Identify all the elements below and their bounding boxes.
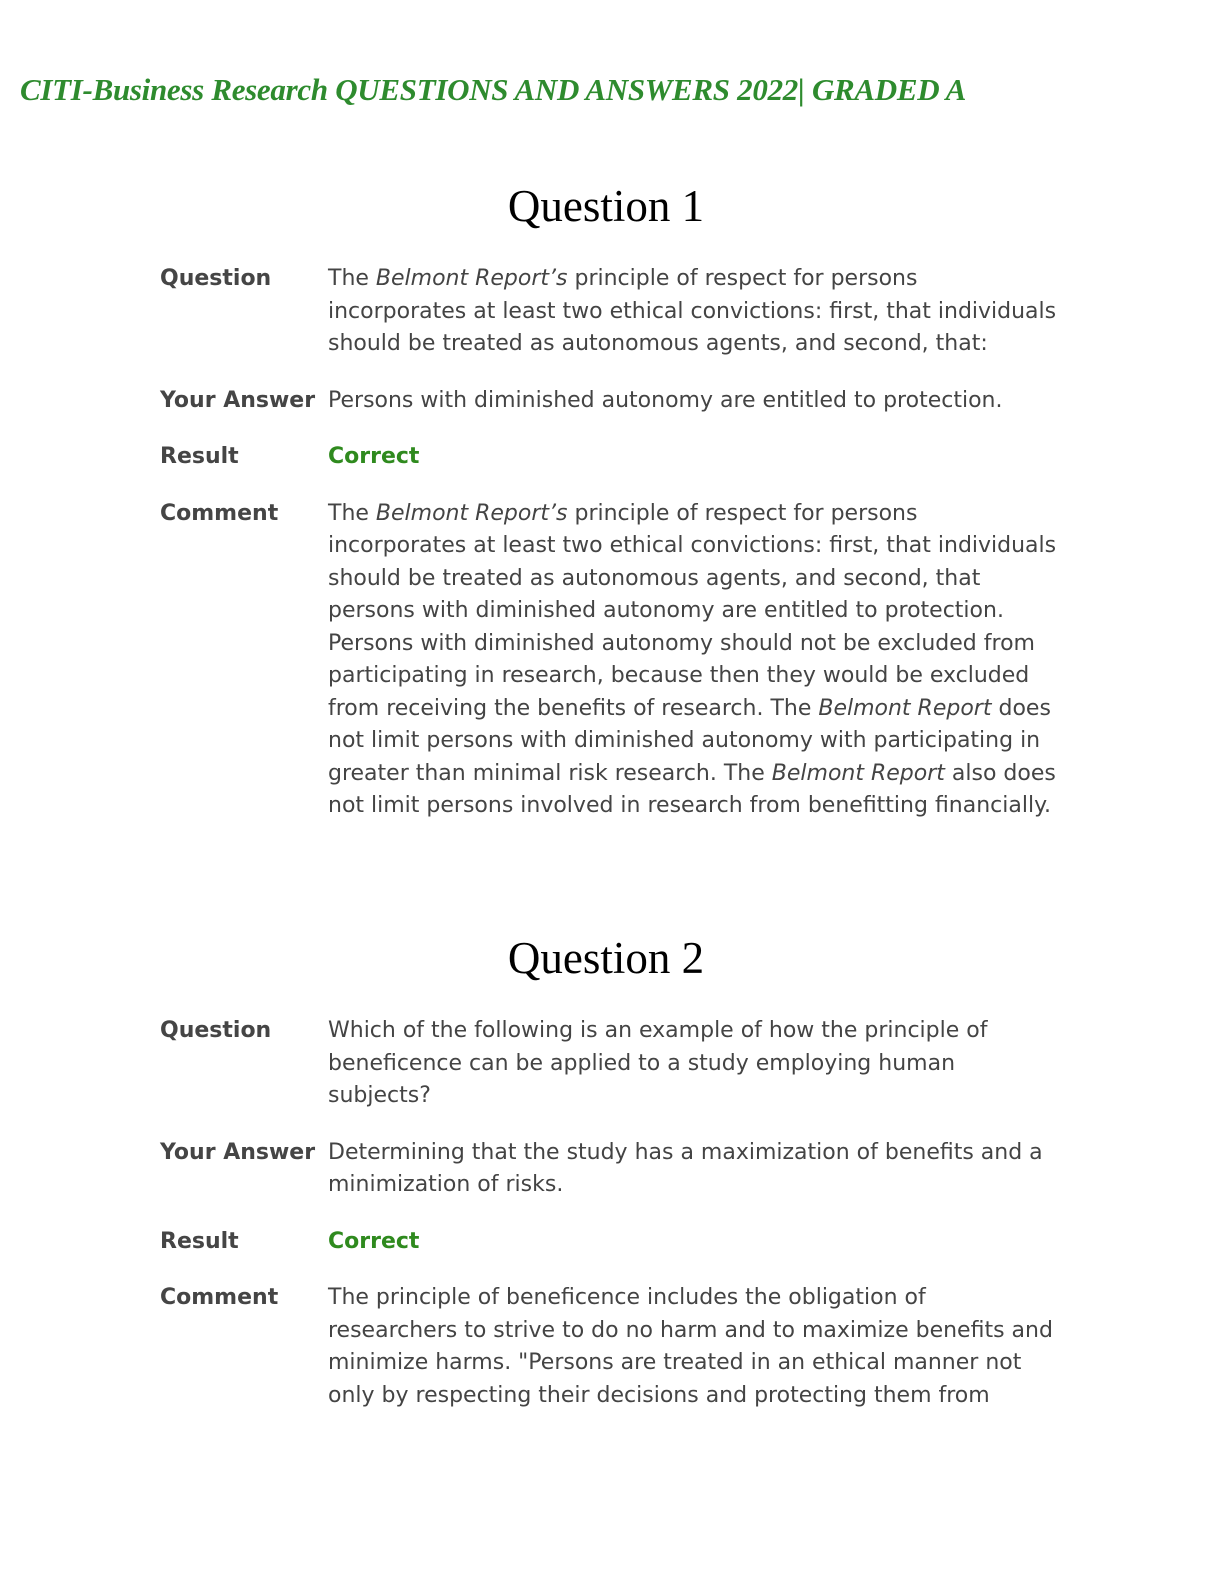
question-label: Question bbox=[160, 266, 272, 291]
comment-text: The Belmont Report’s principle of respect for persons incorporates at least two ethical convictions: first, that individuals should be treated as autonomous agents, and second, that persons with diminished autonomy are entitled to protection. Persons with diminished autonomy should not be excluded from participating in research, because then they would be excluded from receiving the benefits of research. The Belmont Report does not limit persons with diminished autonomy with participating in greater than minimal risk research. The Belmont Report also does not limit persons involved in research from benefitting financially. bbox=[328, 500, 1057, 818]
question-row bbox=[160, 1015, 1060, 1113]
comment-label: Comment bbox=[160, 500, 279, 526]
question-text: Which of the following is an example of how the principle of beneficence can be applied to a study employing human subjects? bbox=[328, 1018, 988, 1108]
result-row bbox=[160, 1226, 1060, 1259]
comment-label: Comment bbox=[160, 1285, 279, 1310]
question-row bbox=[160, 263, 1060, 361]
question-label: Question bbox=[160, 1018, 272, 1043]
result-row bbox=[160, 441, 1060, 474]
your-answer-text: Persons with diminished autonomy are entitled to protection. bbox=[328, 387, 1003, 413]
your-answer-row bbox=[160, 1137, 1060, 1202]
comment-text: The principle of beneficence includes the obligation of researchers to strive to do no harm and to maximize benefits and minimize harms. "Persons are treated in an ethical manner not only by respecting their decisions and protecting them from bbox=[328, 1285, 1053, 1408]
your-answer-label: Your Answer bbox=[160, 387, 316, 413]
your-answer-text: Determining that the study has a maximization of benefits and a minimization of risks. bbox=[328, 1139, 1043, 1197]
document-title: CITI-Business Research QUESTIONS AND ANSWERS 2022| GRADED A bbox=[20, 72, 967, 107]
question-text: The Belmont Report’s principle of respect for persons incorporates at least two ethical convictions: first, that individuals should be treated as autonomous agents, and second, that: bbox=[328, 266, 1057, 356]
result-label: Result bbox=[160, 444, 239, 469]
result-value: Correct bbox=[328, 444, 420, 469]
your-answer-label: Your Answer bbox=[160, 1139, 316, 1165]
result-label: Result bbox=[160, 1228, 239, 1254]
your-answer-row bbox=[160, 385, 1060, 418]
result-value: Correct bbox=[328, 1228, 420, 1254]
question-1-heading: Question 1 bbox=[507, 181, 705, 231]
question-2-heading: Question 2 bbox=[507, 933, 705, 983]
comment-row bbox=[160, 1282, 1060, 1412]
comment-row bbox=[160, 498, 1060, 823]
question-2-block bbox=[160, 1015, 1060, 1436]
question-1-block bbox=[160, 263, 1060, 847]
